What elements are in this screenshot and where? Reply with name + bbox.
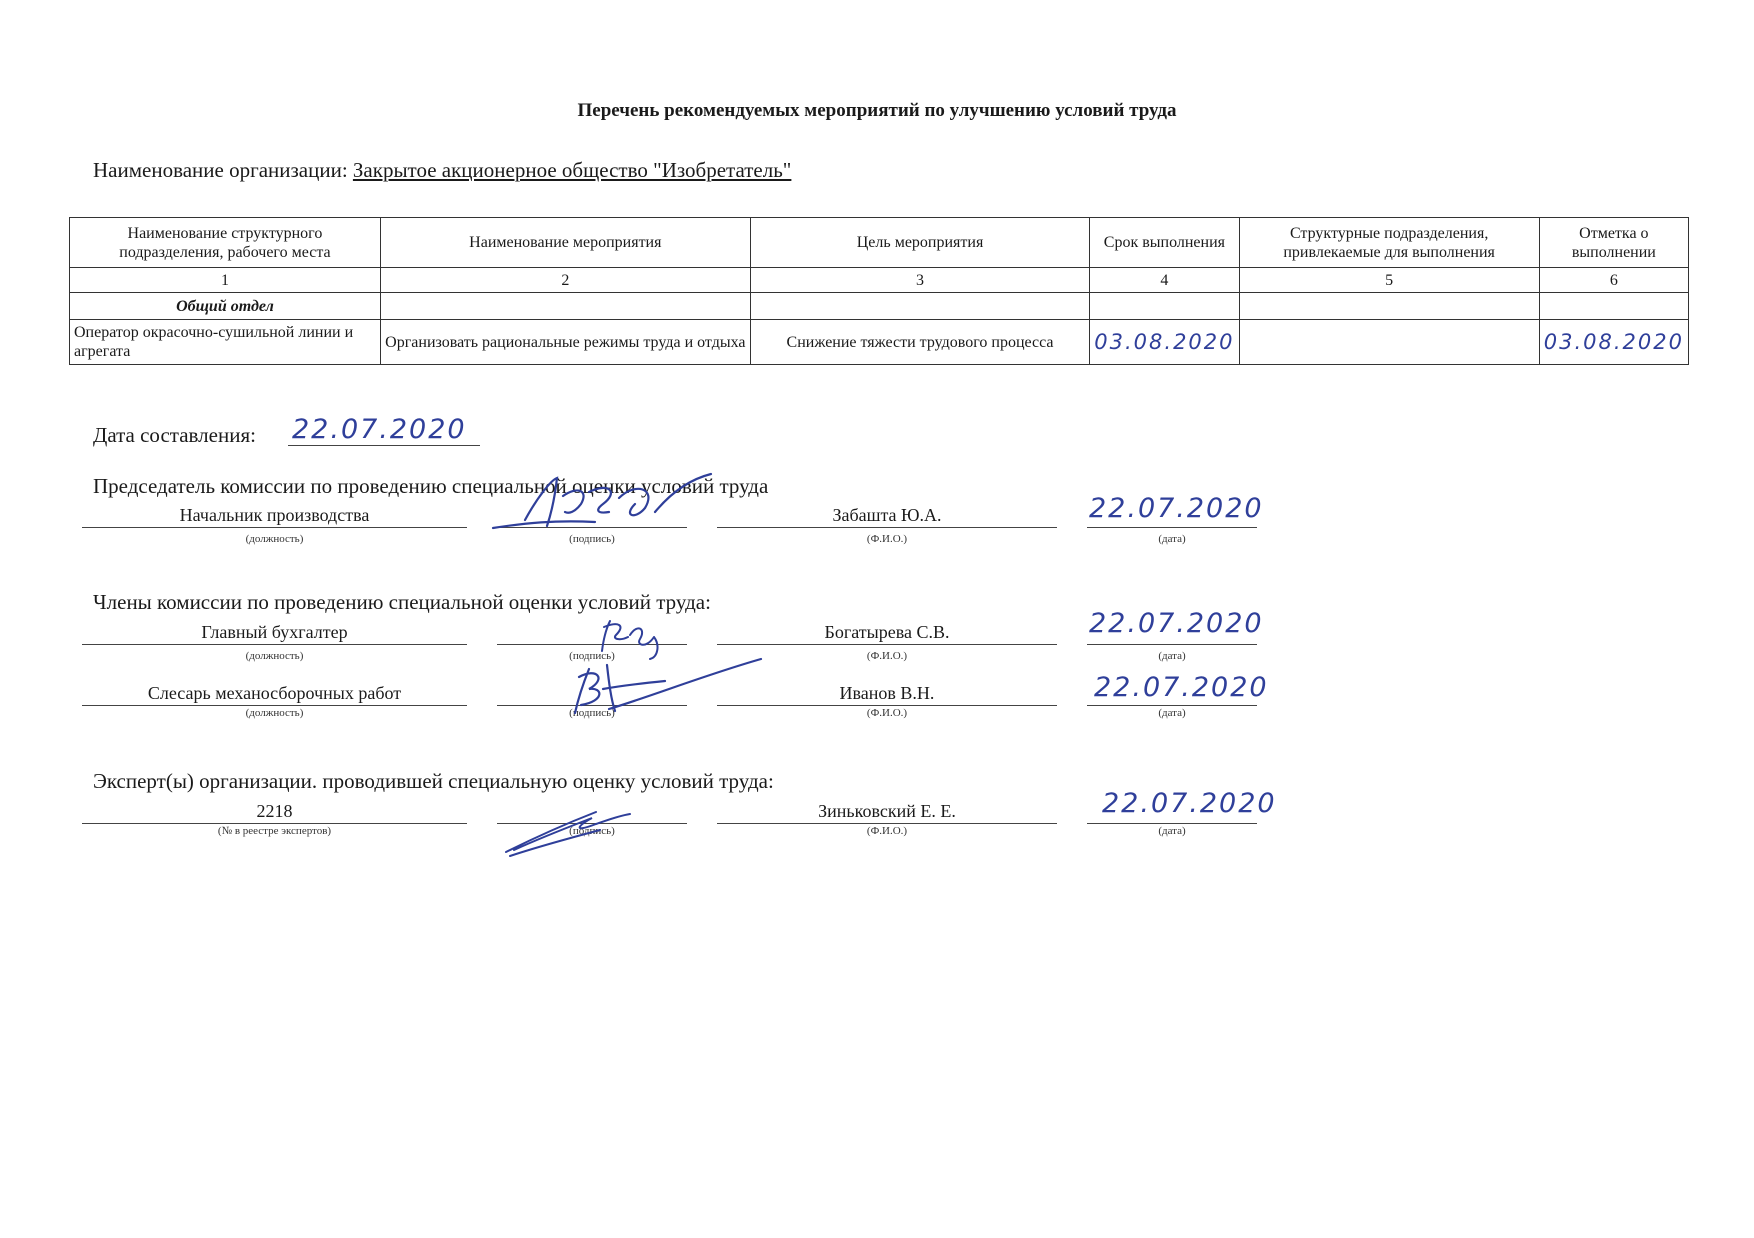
caption-position: (должность): [245, 650, 304, 662]
expert-heading: Эксперт(ы) организации. проводившей специальную оценку условий труда:: [93, 769, 774, 793]
caption-registry: (№ в реестре экспертов): [217, 825, 332, 837]
expert-registry-number: 2218: [82, 801, 467, 824]
table-group-row: [70, 293, 1689, 320]
column-number: 2: [380, 268, 750, 293]
header-deadline: Срок выполнения: [1090, 218, 1239, 268]
member-position: Слесарь механосборочных работ: [82, 683, 467, 706]
column-number: 5: [1239, 268, 1539, 293]
member-name: Иванов В.Н.: [717, 683, 1057, 706]
table-number-row: [70, 268, 1689, 293]
caption-date: (дата): [1158, 707, 1186, 719]
member-signature: [590, 615, 680, 660]
caption-signature: (подпись): [569, 650, 615, 662]
caption-date: (дата): [1158, 533, 1186, 545]
organization-line: [93, 158, 803, 183]
chairman-date: 22.07.2020: [1089, 493, 1264, 524]
caption-position: (должность): [245, 707, 304, 719]
caption-date: (дата): [1158, 650, 1186, 662]
caption-position: (должность): [245, 533, 304, 545]
chairman-position: Начальник производства: [82, 505, 467, 528]
expert-signature: [500, 800, 650, 860]
compilation-underline: [288, 445, 480, 446]
organization-value: Закрытое акционерное общество "Изобретатель": [352, 158, 792, 182]
caption-signature: (подпись): [569, 825, 615, 837]
caption-fio: (Ф.И.О.): [866, 533, 908, 545]
table-cell: [750, 293, 1090, 320]
table-cell: [380, 293, 750, 320]
group-label: Общий отдел: [70, 293, 381, 320]
organization-label: Наименование организации:: [93, 158, 348, 182]
column-number: 3: [750, 268, 1090, 293]
header-measure: Наименование мероприятия: [380, 218, 750, 268]
member-date: 22.07.2020: [1094, 672, 1269, 703]
chairman-heading: Председатель комиссии по проведению специальной оценки условий труда: [93, 474, 769, 498]
expert-date: 22.07.2020: [1102, 788, 1277, 819]
chairman-name: Забашта Ю.А.: [717, 505, 1057, 528]
table-cell: [1539, 293, 1688, 320]
cell-mark: 03.08.2020: [1539, 320, 1688, 365]
caption-fio: (Ф.И.О.): [866, 825, 908, 837]
caption-signature: (подпись): [569, 533, 615, 545]
compilation-label: Дата составления:: [93, 423, 256, 447]
cell-goal: Снижение тяжести трудового процесса: [750, 320, 1090, 365]
header-goal: Цель мероприятия: [750, 218, 1090, 268]
member-position: Главный бухгалтер: [82, 622, 467, 645]
measures-table: [69, 217, 1689, 365]
caption-date: (дата): [1158, 825, 1186, 837]
table-row: [70, 320, 1689, 365]
member-date: 22.07.2020: [1089, 608, 1264, 639]
chairman-signature: [485, 468, 715, 538]
table-cell: [1090, 293, 1239, 320]
column-number: 1: [70, 268, 381, 293]
member-name: Богатырева С.В.: [717, 622, 1057, 645]
members-heading: Члены комиссии по проведению специальной оценки условий труда:: [93, 590, 711, 614]
member-signature: [545, 655, 765, 720]
header-workplace: Наименование структурного подразделения, рабочего места: [70, 218, 381, 268]
header-departments: Структурные подразделения, привлекаемые для выполнения: [1239, 218, 1539, 268]
column-number: 4: [1090, 268, 1239, 293]
caption-fio: (Ф.И.О.): [866, 707, 908, 719]
cell-workplace: Оператор окрасочно-сушильной линии и агрегата: [70, 320, 381, 365]
cell-departments: [1239, 320, 1539, 365]
document-title: Перечень рекомендуемых мероприятий по улучшению условий труда: [577, 100, 1177, 121]
caption-signature: (подпись): [569, 707, 615, 719]
table-cell: [1239, 293, 1539, 320]
header-mark: Отметка о выполнении: [1539, 218, 1688, 268]
expert-name: Зиньковский Е. Е.: [717, 801, 1057, 824]
table-header-row: [70, 218, 1689, 268]
column-number: 6: [1539, 268, 1688, 293]
caption-fio: (Ф.И.О.): [866, 650, 908, 662]
cell-measure: Организовать рациональные режимы труда и отдыха: [380, 320, 750, 365]
cell-deadline: 03.08.2020: [1090, 320, 1239, 365]
compilation-date: 22.07.2020: [292, 414, 467, 445]
